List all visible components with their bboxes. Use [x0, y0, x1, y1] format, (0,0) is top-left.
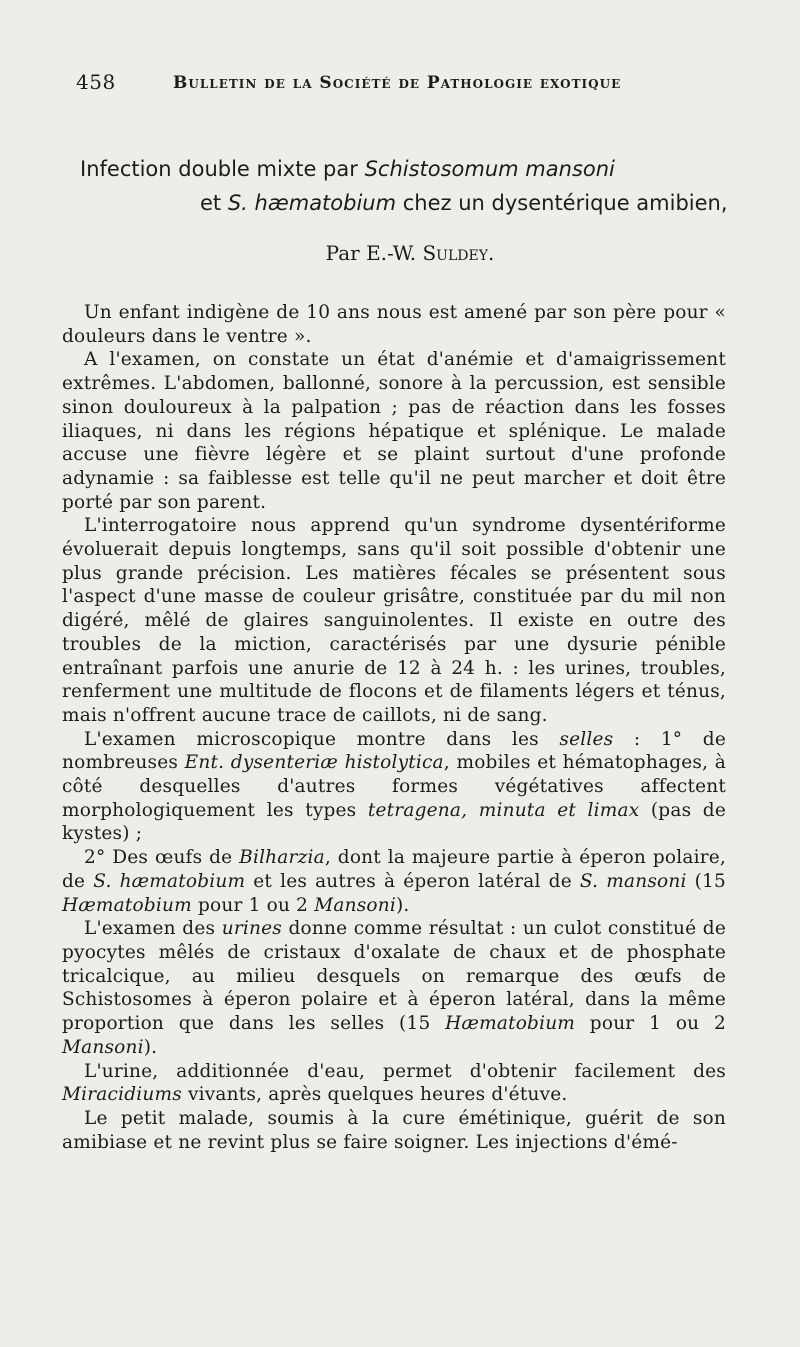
p5-italic-bilharzia: Bilharzia [239, 847, 325, 869]
title-line-2-suffix: chez un dysentérique amibien, [396, 191, 728, 215]
journal-title: Bulletin de la Société de Pathologie exotique [173, 73, 622, 93]
p5-text-a: 2° Des œufs de [84, 847, 240, 869]
article-body [62, 301, 726, 1154]
p4-italic-types: tetragena, minuta et limax [367, 799, 640, 821]
p5-text-c: , dont la majeure partie à éperon polaire, de [62, 847, 726, 892]
p5-italic-haematobium-2: Hæmatobium [62, 894, 192, 916]
p4-text-c: : 1° de nombreuses [62, 728, 726, 774]
author-name: E.-W. Suldey. [366, 241, 495, 265]
author-prefix: Par [325, 241, 367, 265]
p5-text-e: et les autres à éperon latéral de [245, 870, 580, 892]
p6-text-e: pour 1 ou 2 [575, 1013, 726, 1035]
paragraph-3: L'interrogatoire nous apprend qu'un syndrome dysentériforme évoluerait depuis longtemps, sans qu'il soit possible d'obtenir une plus grande précision. Les matières fécales se présentent sous l'aspect d'une masse de couleur grisâtre, constituée par du mil non digéré, mêlé de glaires sanguinolentes. Il existe en outre des troubles de la miction, caractérisés par une dysurie pénible entraînant parfois une anurie de 12 à 24 h. : les urines, troubles, renferment une multitude de flocons et de filaments légers et ténus, mais n'offrent aucune trace de caillots, ni de sang. [62, 515, 726, 726]
paragraph-5 [62, 846, 726, 917]
title-line-2-prefix: et [200, 191, 228, 215]
p7-text-a: L'urine, additionnée d'eau, permet d'obtenir facilement des [84, 1060, 726, 1082]
author-byline [0, 241, 800, 265]
p7-italic-miracidiums: Miracidiums [62, 1084, 182, 1106]
paragraph-8: Le petit malade, soumis à la cure émétinique, guérit de son amibiase et ne revint plus se faire soigner. Les injections d'émé- [62, 1107, 726, 1153]
title-line-1-text: Infection double mixte par [80, 157, 365, 181]
p6-text-a: L'examen des [84, 918, 222, 940]
paragraph-1: Un enfant indigène de 10 ans nous est amené par son père pour « douleurs dans le ventre ». [62, 302, 726, 347]
p6-italic-urines: urines [221, 918, 282, 940]
p5-text-g: (15 [686, 870, 726, 892]
p4-text-a: L'examen microscopique montre dans les [84, 728, 560, 750]
p5-italic-haematobium: S. hæmatobium [93, 870, 246, 892]
title-species-1: Schistosomum mansoni [364, 157, 615, 181]
p4-italic-species: Ent. dysenteriæ histolytica [184, 752, 444, 774]
p5-text-k: ). [396, 894, 410, 916]
p5-italic-mansoni: S. mansoni [579, 870, 687, 892]
p4-italic-selles: selles [559, 728, 614, 750]
title-line-1 [80, 152, 615, 186]
title-species-2: S. hæmatobium [227, 191, 397, 215]
p6-italic-mansoni: Mansoni [62, 1036, 144, 1058]
p5-italic-mansoni-2: Mansoni [314, 894, 396, 916]
title-line-2 [200, 186, 728, 220]
p6-text-g: ). [143, 1036, 158, 1058]
p4-text-e: , mobiles et hématophages, à côté desquelles d'autres formes végétatives affectent morphologiquement les types [62, 752, 726, 821]
p6-text-c: donne comme résultat : un culot constitué de pyocytes mêlés de cristaux d'oxalate de chaux et de phosphate tricalcique, au milieu desquels on remarque des œufs de Schistosomes à éperon polaire et à éperon latéral, dans la même proportion que dans les selles (15 [62, 918, 726, 1035]
paragraph-7 [62, 1060, 726, 1107]
paragraph-2: A l'examen, on constate un état d'anémie et d'amaigrissement extrêmes. L'abdomen, ballonné, sonore à la percussion, est sensible sinon douloureux à la palpation ; pas de réaction dans les fosses iliaques, ni dans les régions hépatique et splénique. Le malade accuse une fièvre légère et se plaint surtout d'une profonde adynamie : sa faiblesse est telle qu'il ne peut marcher et doit être porté par son parent. [62, 349, 726, 513]
p5-text-i: pour 1 ou 2 [191, 894, 315, 916]
page-number: 458 [76, 70, 116, 94]
paragraph-4 [62, 728, 726, 847]
paragraph-6 [62, 917, 726, 1059]
p7-text-c: vivants, après quelques heures d'étuve. [181, 1084, 568, 1106]
p6-italic-haematobium: Hæmatobium [445, 1013, 576, 1035]
running-head [76, 70, 740, 100]
p4-text-g: (pas de kystes) ; [62, 799, 726, 845]
